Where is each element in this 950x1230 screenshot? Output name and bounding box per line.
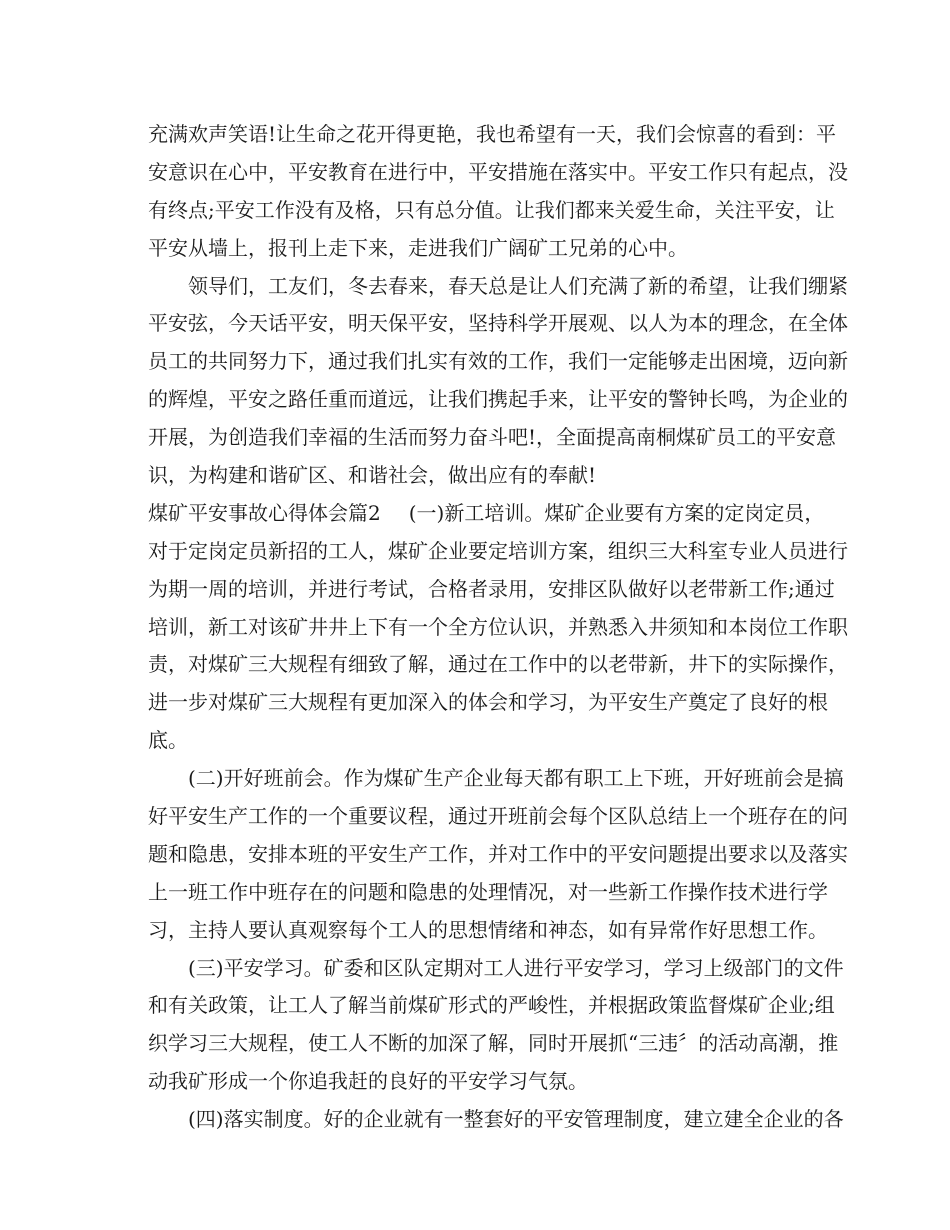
paragraph-new-worker-training [148,495,848,760]
text-line: 和有关政策，让工人了解当前煤矿形式的严峻性，并根据政策监督煤矿企业;组 [148,993,835,1018]
paragraph-leaders-workers [148,268,848,495]
section-heading-line [148,495,825,533]
text-line: 织学习三大规程，使工人不断的加深了解，同时开展抓“三违〞的活动高潮，推 [148,1031,839,1056]
text-line: 领导们，工友们，冬去春来，春天总是让人们充满了新的希望，让我们绷紧 [188,273,848,298]
text-line: 安意识在心中，平安教育在进行中，平安措施在落实中。平安工作只有起点，没 [148,159,848,184]
paragraph-safety-awareness [148,116,848,268]
text-line: (三)平安学习。矿委和区队定期对工人进行平安学习，学习上级部门的文件 [188,955,844,980]
text-line: 责，对煤矿三大规程有细致了解，通过在工作中的以老带新，井下的实际操作， [148,652,848,677]
text-line: 题和隐患，安排本班的平安生产工作，并对工作中的平安问题提出要求以及落实 [148,841,848,866]
text-line: 平安弦，今天话平安，明天保平安，坚持科学开展观、以人为本的理念，在全体 [148,311,848,336]
section-title: 煤矿平安事故心得体会篇2 [148,500,381,525]
text-line: 培训，新工对该矿井井上下有一个全方位认识，并熟悉入井须知和本岗位工作职 [148,614,848,639]
text-line: (二)开好班前会。作为煤矿生产企业每天都有职工上下班，开好班前会是搞 [188,766,844,791]
text-line: 充满欢声笑语!让生命之花开得更艳，我也希望有一天，我们会惊喜的看到：平 [148,122,837,146]
paragraph-safety-study [148,950,844,1102]
paragraph-pre-shift-meeting [148,760,848,949]
text-line: 识，为构建和谐矿区、和谐社会，做出应有的奉献! [148,463,597,488]
text-line: 底。 [148,728,188,753]
text-line: 进一步对煤矿三大规程有更加深入的体会和学习，为平安生产奠定了良好的根 [148,690,828,715]
text-line: 的辉煌，平安之路任重而道远，让我们携起手来，让平安的警钟长鸣，为企业的 [148,387,848,412]
text-line: 习，主持人要认真观察每个工人的思想情绪和神态，如有异常作好思想工作。 [148,917,828,942]
text-line: 平安从墙上，报刊上走下来，走进我们广阔矿工兄弟的心中。 [148,235,688,260]
paragraph-implement-systems [148,1101,844,1139]
text-line: 为期一周的培训，并进行考试，合格者录用，安排区队做好以老带新工作;通过 [148,576,835,601]
text-line: 好平安生产工作的一个重要议程，通过开班前会每个区队总结上一个班存在的问 [148,804,848,829]
text-line: 上一班工作中班存在的问题和隐患的处理情况，对一些新工作操作技术进行学 [148,879,828,904]
text-line: 对于定岗定员新招的工人，煤矿企业要定培训方案，组织三大科室专业人员进行 [148,538,848,563]
text-line: 动我矿形成一个你追我赶的良好的平安学习气氛。 [148,1069,588,1094]
text-line: 员工的共同努力下，通过我们扎实有效的工作，我们一定能够走出困境，迈向新 [148,349,848,374]
document-body [148,116,848,1139]
text-line: (四)落实制度。好的企业就有一整套好的平安管理制度，建立建全企业的各 [188,1107,844,1132]
text-line: 开展，为创造我们幸福的生活而努力奋斗吧!，全面提高南桐煤矿员工的平安意 [148,425,837,450]
text-line: 有终点;平安工作没有及格，只有总分值。让我们都来关爱生命，关注平安，让 [148,197,835,222]
text-segment: (一)新工培训。煤矿企业要有方案的定岗定员， [408,500,825,525]
